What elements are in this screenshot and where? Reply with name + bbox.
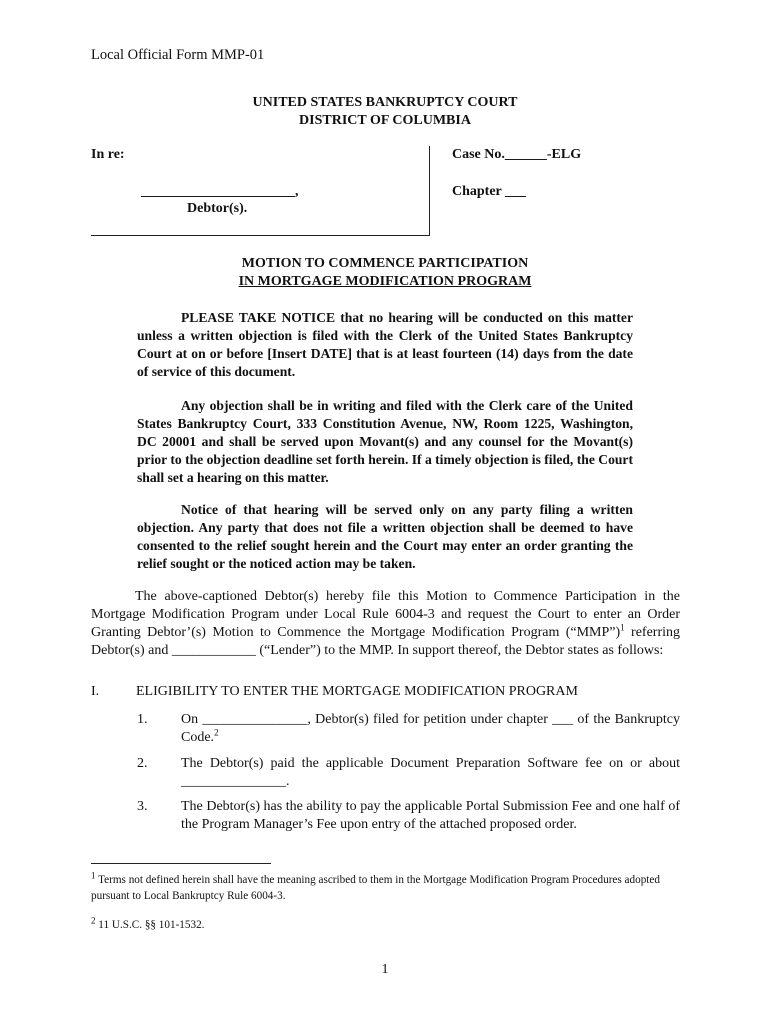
chapter-number: Chapter ___	[452, 184, 527, 199]
list-item: 1. On _______________, Debtor(s) filed for petition under chapter ___ of the Bankruptcy Code.$^2$	[137, 712, 680, 745]
motion-subtitle: IN MORTGAGE MODIFICATION PROGRAM	[238, 274, 532, 289]
footnote-ref-2[interactable]: 2	[214, 727, 219, 738]
footnote-separator	[91, 863, 271, 864]
debtor-name-blank: ______________________,	[141, 184, 299, 199]
court-district: DISTRICT OF COLUMBIA	[299, 113, 471, 128]
caption-divider	[429, 146, 430, 236]
notice-paragraph-2: Any objection shall be in writing and filed with the Clerk care of the United States Bankruptcy Court, 333 Constitution Avenue, NW, Room 1225, Washington, DC 20001 and shall be served upon Movant(s) and any counsel for the Movant(s) prior to the objection deadline set forth herein. If a timely objection is filed, the Court shall set a hearing on this matter.	[137, 398, 633, 485]
page-number: 1	[381, 962, 389, 977]
footnote-1: $^1$ Terms not defined herein shall have the meaning ascribed to them in the Mortgage Modification Program Procedures adopted pursuant to Local Bankruptcy Rule 6004-3.	[91, 870, 660, 902]
footnote-2: $^2$ 11 U.S.C. §§ 101-1532.	[91, 915, 205, 931]
form-identifier: Local Official Form MMP-01	[91, 47, 265, 63]
footnote-ref-1[interactable]: 1	[620, 622, 625, 633]
notice-paragraph-1: PLEASE TAKE NOTICE that no hearing will be conducted on this matter unless a written objection is filed with the Clerk of the United States Bankruptcy Court at on or before [Insert DATE] that is at least fourteen (14) days from the date of service of this document.	[137, 310, 633, 379]
list-item: 3. The Debtor(s) has the ability to pay the applicable Portal Submission Fee and one half of the Program Manager’s Fee upon entry of the attached proposed order.	[137, 799, 680, 832]
debtor-label: Debtor(s).	[187, 201, 248, 216]
case-number: Case No.______-ELG	[452, 147, 582, 162]
intro-paragraph: The above-captioned Debtor(s) hereby file this Motion to Commence Participation in the Mortgage Modification Program under Local Rule 6004-3 and request the Court to enter an Order Granting Debtor’(s) Motion to Commence the Mortgage Modification Program (“MMP”)$^1$ referring Debtor(s) and ____________ (“Lender”) to the MMP. In support thereof, the Debtor states as follows:	[91, 589, 681, 658]
section-heading: I. ELIGIBILITY TO ENTER THE MORTGAGE MODIFICATION PROGRAM	[91, 684, 578, 699]
list-item: 2. The Debtor(s) paid the applicable Document Preparation Software fee on or about _______________.	[137, 756, 680, 789]
motion-title: MOTION TO COMMENCE PARTICIPATION	[241, 256, 529, 271]
court-name: UNITED STATES BANKRUPTCY COURT	[252, 95, 518, 110]
in-re-label: In re:	[91, 147, 125, 162]
notice-paragraph-3: Notice of that hearing will be served only on any party filing a written objection. Any party that does not file a written objection shall be deemed to have consented to the relief sought herein and the Court may enter an order granting the relief sought or the noticed action may be taken.	[137, 502, 633, 571]
